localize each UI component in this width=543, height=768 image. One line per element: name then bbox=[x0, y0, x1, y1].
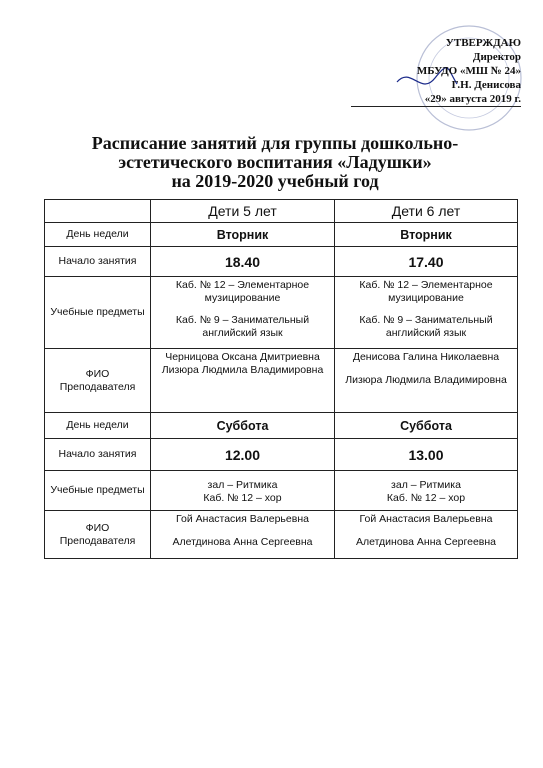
start-label: Начало занятия bbox=[45, 439, 151, 471]
start-value-5: 18.40 bbox=[151, 247, 335, 277]
teacher-name: Денисова Галина Николаевна bbox=[352, 351, 500, 363]
table-row bbox=[45, 511, 518, 559]
table-row bbox=[45, 247, 518, 277]
subject-item: Каб. № 12 – Элементарное музицирование bbox=[359, 279, 493, 304]
teacher-name: Черницова Оксана Дмитриевна bbox=[165, 351, 320, 363]
page-title bbox=[40, 134, 510, 191]
day-label: День недели bbox=[45, 413, 151, 439]
subject-item: Каб. № 12 – Элементарное музицирование bbox=[175, 279, 310, 304]
subjects-cell-5 bbox=[151, 471, 335, 511]
subjects-cell-5 bbox=[151, 277, 335, 349]
subjects-label: Учебные предметы bbox=[45, 277, 151, 349]
title-line-3: на 2019-2020 учебный год bbox=[171, 171, 379, 191]
table-row bbox=[45, 223, 518, 247]
day-value-6: Вторник bbox=[335, 223, 518, 247]
teacher-name: Гой Анастасия Валерьевна bbox=[359, 513, 493, 525]
subjects-cell-6 bbox=[335, 277, 518, 349]
teachers-cell-6 bbox=[335, 349, 518, 413]
subjects-label: Учебные предметы bbox=[45, 471, 151, 511]
header-children-6: Дети 6 лет bbox=[335, 200, 518, 223]
approval-block bbox=[351, 36, 521, 107]
title-line-1: Расписание занятий для группы дошкольно- bbox=[91, 133, 459, 153]
header-row bbox=[45, 200, 518, 223]
teachers-label: ФИО Преподавателя bbox=[45, 511, 151, 559]
approval-position: Директор bbox=[472, 51, 521, 63]
teacher-name: Гой Анастасия Валерьевна bbox=[176, 513, 309, 525]
subject-item: Каб. № 12 – хор bbox=[203, 491, 282, 504]
table-row bbox=[45, 349, 518, 413]
header-children-5: Дети 5 лет bbox=[151, 200, 335, 223]
start-value-6: 13.00 bbox=[335, 439, 518, 471]
subjects-cell-6 bbox=[335, 471, 518, 511]
start-value-6: 17.40 bbox=[335, 247, 518, 277]
subject-item: зал – Ритмика bbox=[391, 479, 461, 491]
empty-header-cell bbox=[45, 200, 151, 223]
day-label: День недели bbox=[45, 223, 151, 247]
teacher-name: Лизюра Людмила Владимировна bbox=[345, 373, 507, 386]
subject-item: зал – Ритмика bbox=[207, 479, 278, 491]
subject-item: Каб. № 9 – Занимательный английский язык bbox=[359, 314, 493, 339]
day-value-5: Суббота bbox=[151, 413, 335, 439]
approval-name: Г.Н. Денисова bbox=[451, 79, 521, 91]
start-label: Начало занятия bbox=[45, 247, 151, 277]
teachers-cell-6 bbox=[335, 511, 518, 559]
approval-heading: УТВЕРЖДАЮ bbox=[445, 37, 521, 49]
table-row bbox=[45, 413, 518, 439]
start-value-5: 12.00 bbox=[151, 439, 335, 471]
subject-item: Каб. № 9 – Занимательный английский язык bbox=[175, 314, 310, 339]
teachers-label: ФИО Преподавателя bbox=[45, 349, 151, 413]
subject-item: Каб. № 12 – хор bbox=[386, 491, 466, 504]
approval-organization: МБУДО «МШ № 24» bbox=[416, 65, 521, 77]
teacher-name: Алетдинова Анна Сергеевна bbox=[172, 535, 313, 548]
approval-date: «29» августа 2019 г. bbox=[351, 92, 521, 107]
day-value-6: Суббота bbox=[335, 413, 518, 439]
teacher-name: Лизюра Людмила Владимировна bbox=[161, 363, 324, 376]
schedule-table bbox=[44, 199, 518, 559]
day-value-5: Вторник bbox=[151, 223, 335, 247]
title-line-2: эстетического воспитания «Ладушки» bbox=[118, 152, 432, 172]
teacher-name: Алетдинова Анна Сергеевна bbox=[355, 535, 497, 548]
table-row bbox=[45, 471, 518, 511]
teachers-cell-5 bbox=[151, 349, 335, 413]
teachers-cell-5 bbox=[151, 511, 335, 559]
table-row bbox=[45, 277, 518, 349]
table-row bbox=[45, 439, 518, 471]
